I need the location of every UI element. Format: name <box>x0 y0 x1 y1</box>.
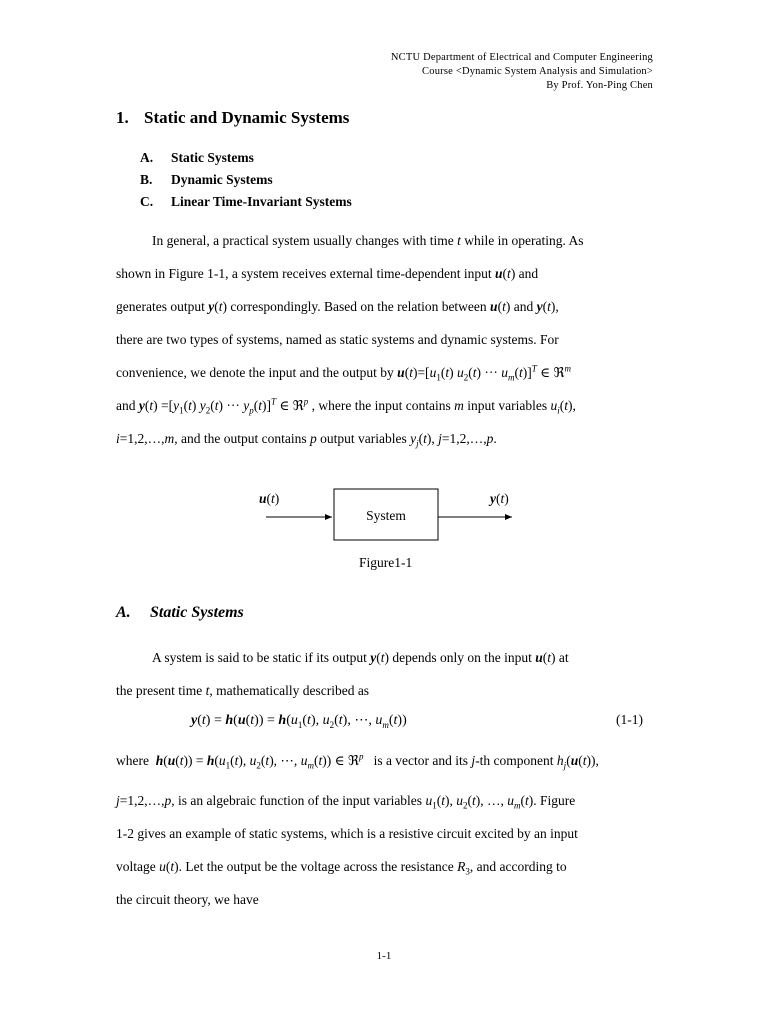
chapter-title <box>116 108 349 128</box>
static-paragraph-3: j=1,2,…,p, is an algebraic function of the input variables $u_1(t)$, $u_2(t)$, …, $u_m(t)$. Figure 1-2 gives an example of static systems, which is a resistive circuit excited by an input voltage u(t). Let the output be the voltage across the resistance $R_3$, and according to the circuit theory, we have <box>116 793 578 907</box>
section-list <box>140 149 352 215</box>
intro-paragraph: In general, a practical system usually changes with time t while in operating. As shown in Figure 1-1, a system receives external time-dependent input u(t) and generates output y(t) correspondingly. Based on the relation between u(t) and y(t), there are two types of systems, named as static systems and dynamic systems. For convenience, we denote the input and the output by $u(t)=[u_1(t)$ $u_2(t)$ ··· $u_m(t)]^T$ ∈ ℜ$^m$ and $y(t) =[y_1(t)$ $y_2(t)$ ··· $y_p(t)]^T$ ∈ ℜ$^p$ , where the input contains m input variables $u_i(t)$, i=1,2,…,m, and the output contains p output variables $y_j(t)$, j=1,2,…,p. <box>116 233 584 449</box>
section-heading: A. Static Systems <box>116 604 244 621</box>
block-diagram-svg <box>250 485 540 545</box>
block-diagram <box>250 485 540 545</box>
document-page: NCTU Department of Electrical and Computer Engineering Course <Dynamic System Analysis and Simulation> By Prof. Yon-Ping Chen 1. Static and Dynamic Systems A. Static Systems B. Dynamic Systems C. Linear Time-Invariant Systems In general, a practical system usually changes with time t while in operating. As shown in Figure 1-1, a system receives external time-dependent input u(t) and generates output y(t) correspondingly. Based on the relation between u(t) and y(t), there are two types of systems, named as static systems and dynamic systems. For convenience, we denote the input and the output by $u(t)=[u_1(t)$ $u_2(t)$ ··· $u_m(t)]^T$ ∈ ℜ$^m$ and $y(t) =[y_1(t)$ $y_2(t)$ ··· $y_p(t)]^T$ ∈ ℜ$^p$ , where the input contains m input variables $u_i(t)$, i=1,2,…,m, and the output contains p output variables $y_j(t)$, j=1,2,…,p. u(t) System y(t) Figure1-1 A. Static Systems A system is said to be static if its output y(t) depends only on the input u(t) at the present time t, mathematically described as $y(t) = h(u(t)) = h(u_1(t)$, $u_2(t)$, ⋯, $u_m(t)$) (1-1) where $h(u(t)) = h(u_1(t)$, $u_2(t)$, ⋯, $u_m(t)$) ∈ ℜ$^p$ is a vector and its j-th component $h_j(u(t))$, j=1,2,…,p, is an algebraic function of the input variables $u_1(t)$, $u_2(t)$, …, $u_m(t)$. Figure 1-2 gives an example of static systems, which is a resistive circuit excited by an input voltage u(t). Let the output be the voltage across the resistance $R_3$, and according to the circuit theory, we have 1-1 <box>0 0 768 1024</box>
equation-number: (1-1) <box>616 712 643 727</box>
section-list-item: A. Static Systems <box>140 150 254 165</box>
chapter-title-text: Static and Dynamic Systems <box>144 108 350 127</box>
header-department: NCTU Department of Electrical and Computer Engineering <box>390 52 653 63</box>
header-course: Course <Dynamic System Analysis and Simulation> <box>422 66 653 77</box>
input-label: u(t) <box>259 491 280 506</box>
page-number: 1-1 <box>376 950 392 962</box>
output-label: y(t) <box>490 491 509 506</box>
system-label: System <box>366 508 406 523</box>
static-paragraph-1: A system is said to be static if its output y(t) depends only on the input u(t) at the present time t, mathematically described as <box>116 650 569 698</box>
section-list-item: C. Linear Time-Invariant Systems <box>140 194 352 209</box>
figure-caption: Figure1-1 <box>359 555 413 570</box>
static-paragraph-2: where $h(u(t)) = h(u_1(t)$, $u_2(t)$, ⋯, $u_m(t)$) ∈ ℜ$^p$ is a vector and its j-th component $h_j(u(t))$, <box>116 751 599 771</box>
section-list-item: B. Dynamic Systems <box>140 172 273 187</box>
header-author: By Prof. Yon-Ping Chen <box>546 80 653 91</box>
chapter-number: 1. <box>116 108 129 127</box>
page-header <box>391 51 653 93</box>
